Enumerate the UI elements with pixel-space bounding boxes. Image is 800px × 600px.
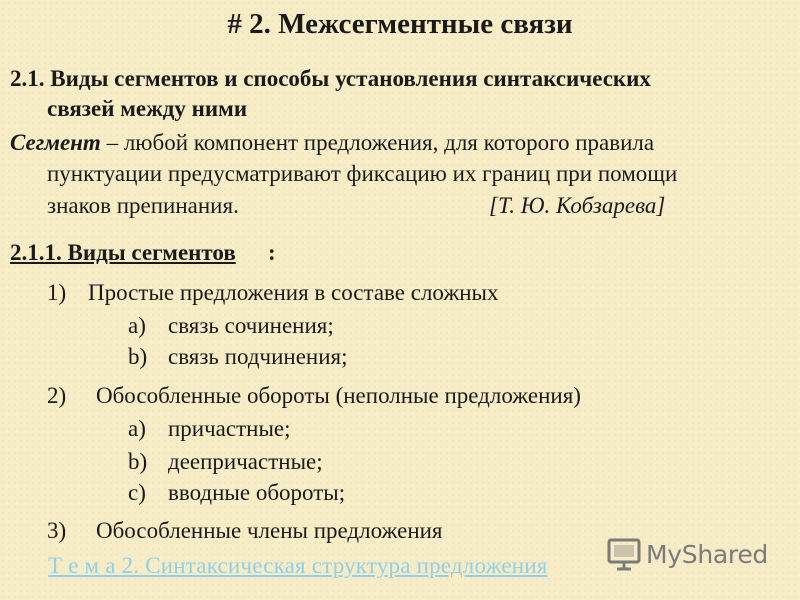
sub-item-number: c) [128,480,146,505]
section-heading-line2: связей между ними [47,96,248,121]
definition-line3 [47,191,239,221]
list-item [47,280,66,306]
definition-text-3: знаков препинания. [47,193,239,218]
list-item-text: Обособленные обороты (неполные предложения) [96,383,581,408]
sub-item-text: вводные обороты; [168,480,346,505]
list-item-text: Обособленные члены предложения [96,518,443,543]
subsection-heading-colon: : [268,240,276,265]
sub-item-number: b) [128,449,148,474]
presentation-board-icon [606,536,642,572]
sub-item-text: связь подчинения; [168,344,348,369]
definition-text-1: – любой компонент предложения, для которого правила [100,130,655,155]
definition-line2: пунктуации предусматривают фиксацию их границ при помощи [47,161,678,186]
definition-citation: [Т. Ю. Кобзарева] [489,193,666,218]
sub-item-number: a) [128,313,146,338]
subsection-heading-text: 2.1.1. Виды сегментов [10,240,236,265]
list-item-number: 3) [47,518,67,543]
sub-item-text: связь сочинения; [168,313,334,338]
topic-link[interactable]: Т е м а 2. Синтаксическая структура предложения [48,553,548,578]
sub-item-text: причастные; [168,416,291,441]
sub-item-number: a) [128,416,146,441]
list-item-number: 1) [47,280,67,305]
slide-title: # 2. Межсегментные связи [227,8,573,40]
sub-item-number: b) [128,344,148,369]
section-heading-line1: 2.1. Виды сегментов и способы установления синтаксических [10,66,651,91]
definition-line1 [10,128,654,158]
sub-item-text: деепричастные; [168,449,323,474]
watermark-logo [606,536,768,572]
list-item-number: 2) [47,383,67,408]
list-item-text: Простые предложения в составе сложных [88,280,499,305]
watermark-text: MyShared [646,539,768,569]
definition-term: Сегмент [10,130,101,155]
subsection-heading [10,240,236,266]
